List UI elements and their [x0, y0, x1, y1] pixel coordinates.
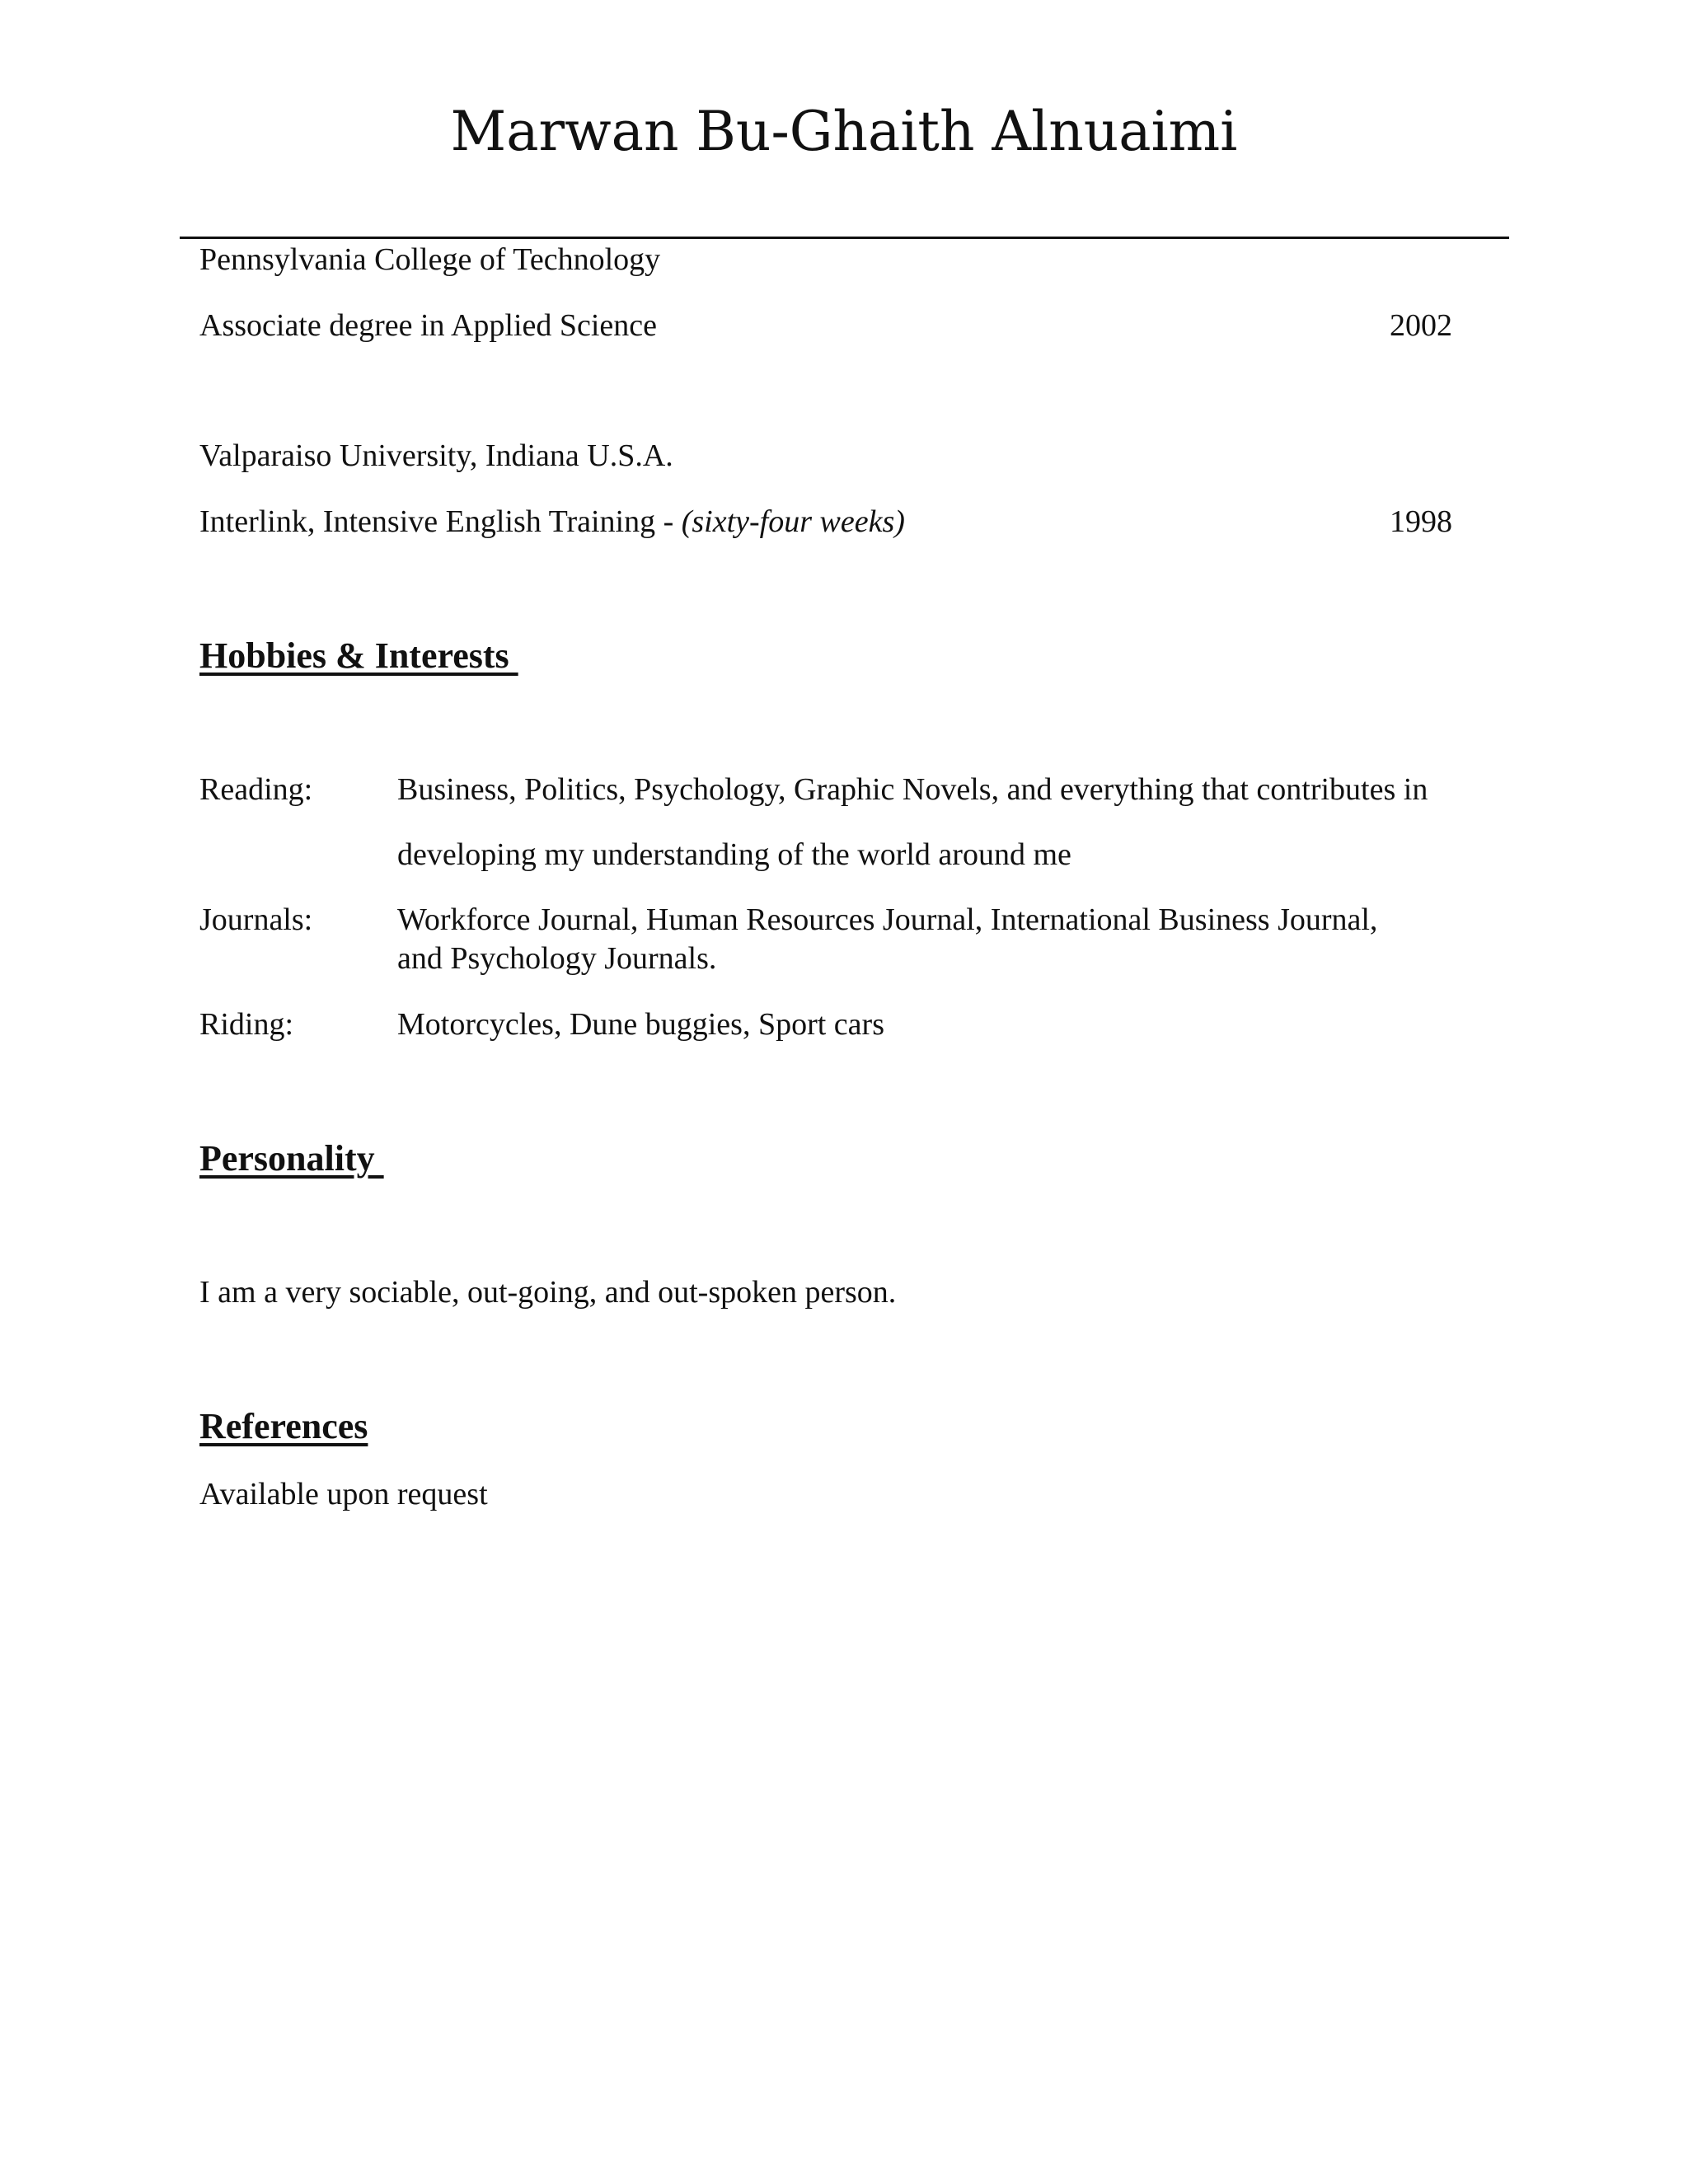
hobby-journals-line1: Workforce Journal, Human Resources Journal, International Business Journal,	[397, 902, 1378, 937]
hobby-riding-line1: Motorcycles, Dune buggies, Sport cars	[397, 1007, 884, 1042]
references-text: Available upon request	[199, 1477, 488, 1511]
education-year: 1998	[1390, 504, 1452, 539]
education-program	[199, 503, 905, 541]
hobby-label-riding: Riding:	[199, 1007, 294, 1042]
education-year: 2002	[1390, 308, 1452, 343]
education-program	[199, 307, 657, 344]
hobby-reading-line1: Business, Politics, Psychology, Graphic Novels, and everything that contributes in	[397, 772, 1428, 807]
education-institution: Pennsylvania College of Technology	[199, 242, 661, 277]
hobby-reading-line2: developing my understanding of the world around me	[397, 837, 1071, 872]
hobbies-heading: Hobbies & Interests	[199, 635, 518, 676]
education-program-text: Associate degree in Applied Science	[199, 308, 658, 343]
education-institution: Valparaiso University, Indiana U.S.A.	[199, 438, 673, 473]
education-program-text: Interlink, Intensive English Training -	[199, 504, 682, 539]
hobby-label-journals: Journals:	[199, 902, 313, 937]
hobby-journals-line2: and Psychology Journals.	[397, 941, 717, 976]
personality-heading: Personality	[199, 1138, 384, 1179]
personality-text: I am a very sociable, out-going, and out-spoken person.	[199, 1275, 897, 1310]
candidate-name: Marwan Bu-Ghaith Alnuaimi	[450, 100, 1238, 163]
header-divider	[180, 237, 1509, 239]
education-program-note: (sixty-four weeks)	[681, 504, 905, 539]
hobby-label-reading: Reading:	[199, 772, 313, 807]
references-heading: References	[199, 1406, 368, 1446]
